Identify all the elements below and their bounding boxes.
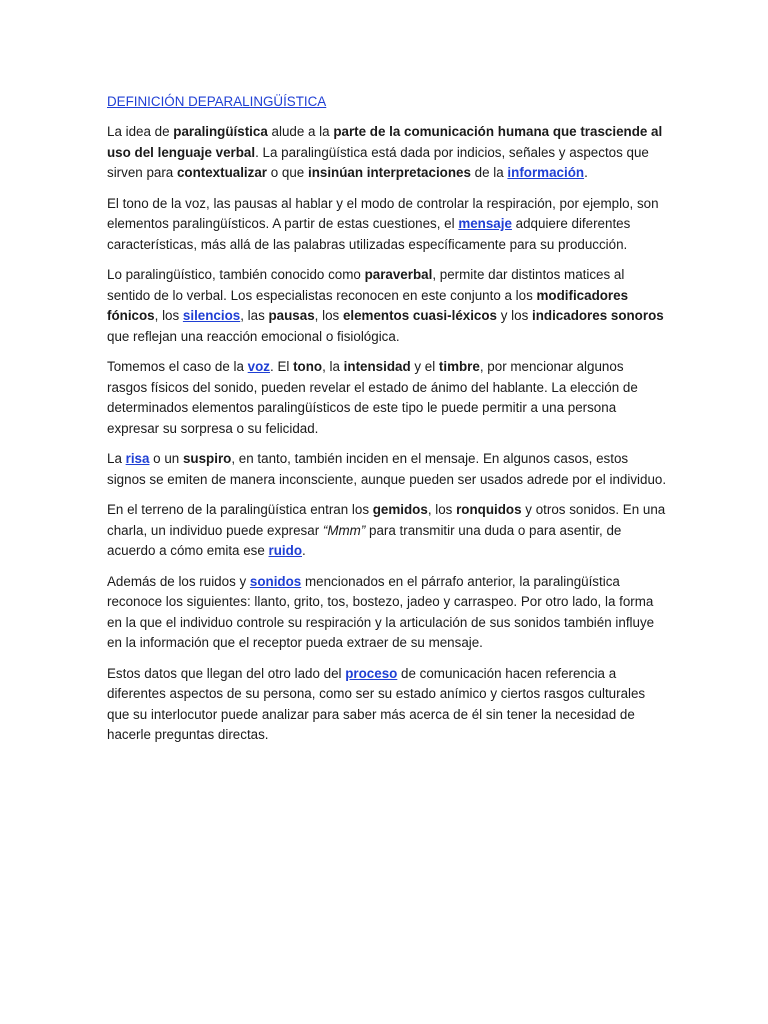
italic-text: “Mmm” xyxy=(322,522,366,538)
paragraph xyxy=(107,122,667,184)
text-run: , los xyxy=(427,502,457,517)
text-run: de comunicación hacen referencia a diferentes aspectos de su persona, como ser su estado anímico y ciertos rasgos culturales que su interlocutor puede analizar para saber más acerca de él sin tener la necesidad de hacerle preguntas directas. xyxy=(107,665,646,742)
document-title xyxy=(107,92,667,112)
paragraph xyxy=(107,449,667,490)
bold-text: gemidos xyxy=(372,502,428,517)
inline-link[interactable]: ruido xyxy=(268,543,303,558)
bold-text: tono xyxy=(293,359,323,374)
inline-link[interactable]: risa xyxy=(125,451,150,466)
paragraph xyxy=(107,265,667,347)
bold-text: elementos cuasi-léxicos xyxy=(342,308,498,323)
text-run: , los xyxy=(154,308,183,323)
text-run: Tomemos el caso de la xyxy=(107,359,248,374)
text-run: El tono de la voz, las pausas al hablar y el modo de controlar la respiración, por ejemplo, son elementos paralingüísticos. A partir de estas cuestiones, el xyxy=(107,195,659,231)
bold-text: contextualizar xyxy=(176,165,268,180)
bold-text: parte de la comunicación humana que trasciende al uso del lenguaje verbal xyxy=(107,124,663,160)
bold-text: timbre xyxy=(438,359,480,374)
text-run: . xyxy=(302,543,306,558)
text-run: y los xyxy=(497,308,532,323)
text-run: Lo paralingüístico, también conocido como xyxy=(107,267,365,282)
text-run: o un xyxy=(149,451,183,466)
document-page xyxy=(107,92,667,756)
text-run: alude a la xyxy=(267,124,334,139)
document-body xyxy=(107,122,667,746)
text-run: . xyxy=(584,165,588,180)
text-run: . La paralingüística está dada por indicios, señales y aspectos que sirven para xyxy=(107,144,649,180)
title-link[interactable]: DEFINICIÓN DEPARALINGÜÍSTICA xyxy=(107,94,327,109)
text-run: , las xyxy=(240,308,269,323)
bold-text: modificadores fónicos xyxy=(107,287,629,323)
text-run: , permite dar distintos matices al sentido de lo verbal. Los especialistas reconocen en este conjunto a los xyxy=(107,267,625,303)
bold-text: suspiro xyxy=(182,451,232,466)
paragraph xyxy=(107,194,667,256)
text-run: que reflejan una reacción emocional o fisiológica. xyxy=(107,328,400,344)
inline-link[interactable]: silencios xyxy=(182,308,241,323)
bold-text: ronquidos xyxy=(456,502,522,517)
inline-link[interactable]: información xyxy=(507,165,585,180)
text-run: La xyxy=(107,451,126,466)
bold-text: intensidad xyxy=(343,359,411,374)
text-run: y el xyxy=(410,359,439,374)
inline-link[interactable]: sonidos xyxy=(249,573,302,589)
bold-text: paraverbal xyxy=(364,267,433,282)
paragraph xyxy=(107,357,667,439)
bold-text: indicadores sonoros xyxy=(532,308,664,323)
paragraph xyxy=(107,572,667,654)
text-run: y otros sonidos. En una charla, un individuo puede expresar xyxy=(107,502,666,538)
text-run: o que xyxy=(267,165,308,180)
paragraph xyxy=(107,500,667,562)
paragraph xyxy=(107,664,667,746)
text-run: adquiere diferentes características, más allá de las palabras utilizadas específicamente para su producción. xyxy=(107,216,631,252)
inline-link[interactable]: voz xyxy=(247,359,270,374)
inline-link[interactable]: proceso xyxy=(345,665,398,681)
text-run: mencionados en el párrafo anterior, la paralingüística reconoce los siguientes: llanto, grito, tos, bostezo, jadeo y carraspeo. Por otro lado, la forma en la que el individuo controle su respiración y la articulación de sus sonidos también influye en la información que el receptor pueda extraer de su mensaje. xyxy=(107,573,655,650)
bold-text: pausas xyxy=(268,308,315,323)
text-run: , por mencionar algunos rasgos físicos del sonido, pueden revelar el estado de ánimo del hablante. La elección de determinados elementos paralingüísticos de este tipo le puede permitir a una persona expresar su sorpresa o su felicidad. xyxy=(107,359,638,436)
text-run: , en tanto, también inciden en el mensaje. En algunos casos, estos signos se emiten de manera inconsciente, aunque pueden ser usados adrede por el individuo. xyxy=(107,451,667,487)
text-run: , los xyxy=(314,308,343,323)
text-run: En el terreno de la paralingüística entran los xyxy=(107,502,373,517)
bold-text: insinúan interpretaciones xyxy=(307,165,471,180)
text-run: para transmitir una duda o para asentir, de acuerdo a cómo emita ese xyxy=(107,522,622,558)
text-run: Estos datos que llegan del otro lado del xyxy=(107,665,346,681)
inline-link[interactable]: mensaje xyxy=(458,216,512,231)
text-run: . El xyxy=(270,359,294,374)
bold-text: paralingüística xyxy=(173,124,268,139)
text-run: Además de los ruidos y xyxy=(107,573,250,589)
text-run: La idea de xyxy=(107,124,174,139)
text-run: de la xyxy=(470,165,508,180)
text-run: , la xyxy=(322,359,344,374)
